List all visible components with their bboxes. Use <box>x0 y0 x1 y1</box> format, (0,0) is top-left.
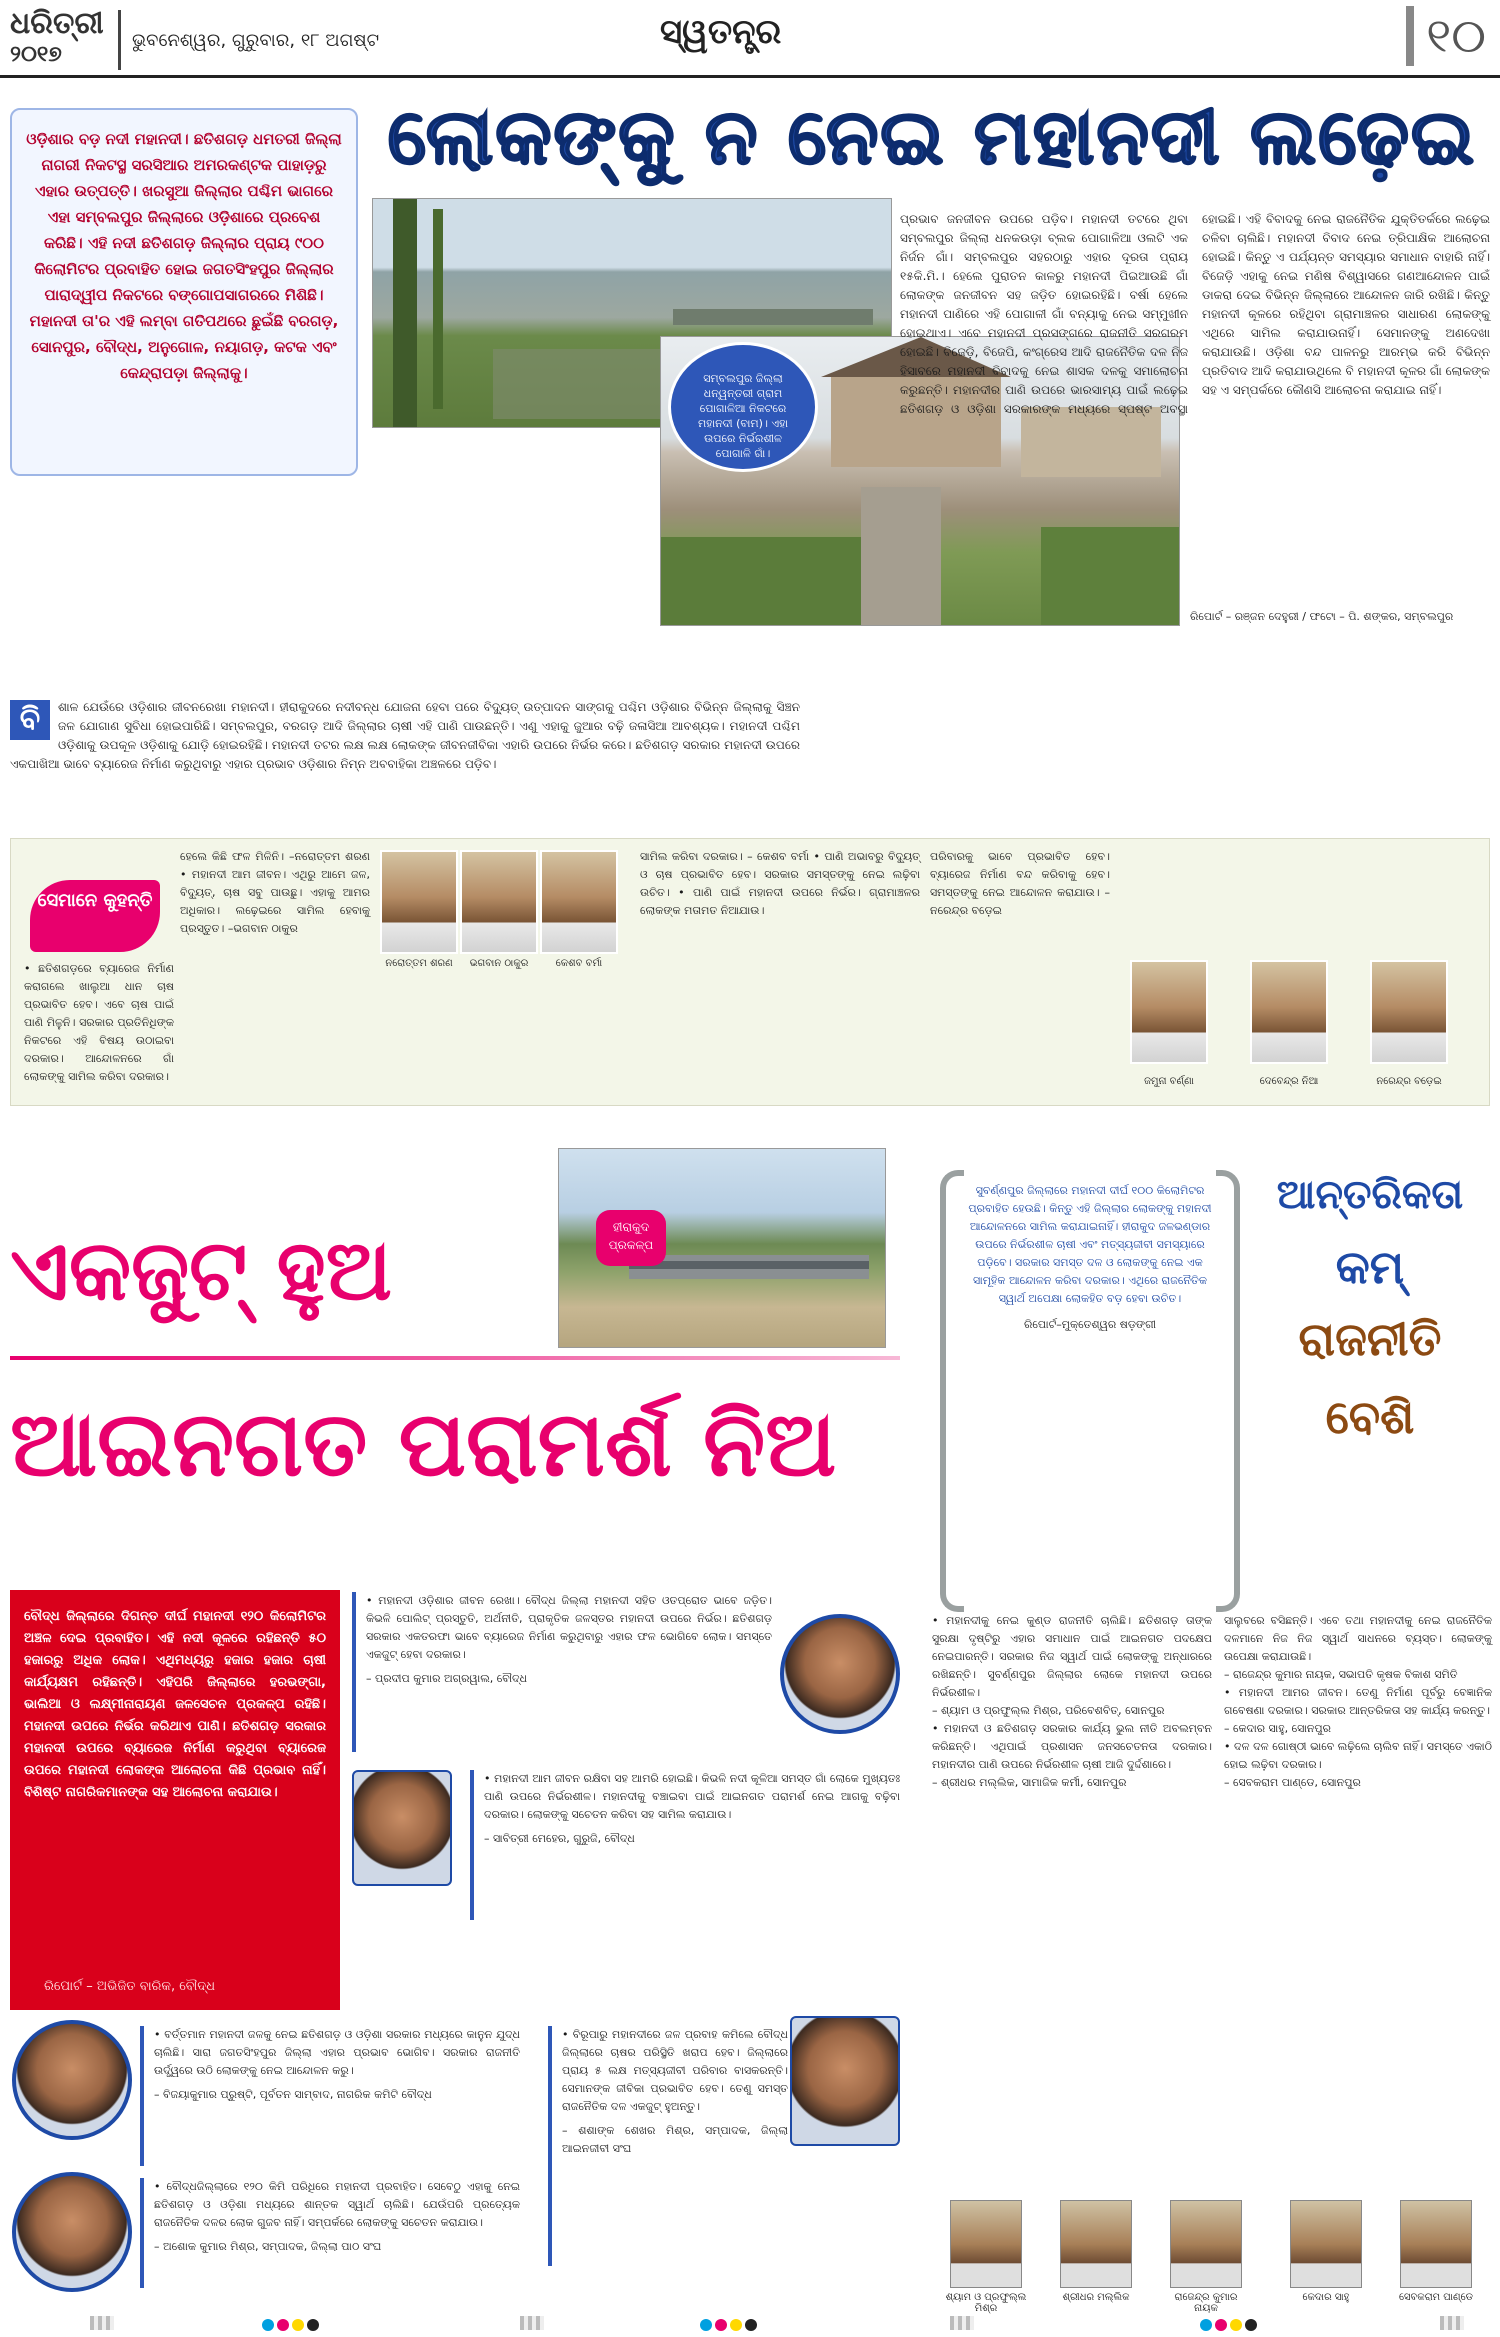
third-headline-line2: କମ୍ <box>1335 1240 1405 1294</box>
magenta-dot <box>277 2319 289 2331</box>
they-say-col1: • ଛତିଶଗଡ଼ରେ ବ୍ୟାରେଜ ନିର୍ମାଣ କରାଗଲେ ଖାଲୁଆ ଧାନ ଚାଷ ପ୍ରଭାବିତ ହେବ। ଏବେ ଚାଷ ପାଇଁ ପାଣି ମିଳୁନି। ସରକାର ପ୍ରତିନିଧିଙ୍କ ନିକଟରେ ଏହି ବିଷୟ ଉଠାଇବା ଦରକାର। ଆନ୍ଦୋଳନରେ ଗାଁ ଲୋକଙ୍କୁ ସାମିଲ କରିବା ଦରକାର। <box>24 962 174 1083</box>
lead-byline: ରିପୋର୍ଟ – ରଞ୍ଜନ ଦେହୁରୀ / ଫଟୋ – ପି. ଶଙ୍କର, ସମ୍ବଲପୁର <box>1190 610 1454 623</box>
quote-block <box>140 2178 520 2288</box>
registration-bar <box>90 2316 114 2330</box>
color-registration-dots <box>700 2316 760 2330</box>
third-headline-line4: ବେଶି <box>1325 1390 1415 1444</box>
cyan-dot <box>262 2319 274 2331</box>
person-name: ସେବକରାମ ପାଣ୍ଡେ <box>1398 2292 1474 2303</box>
second-headline-line2: ଆଇନଗତ ପରାମର୍ଶ ନିଅ <box>10 1392 837 1497</box>
right-story-col1: • ମହାନଦୀକୁ ନେଇ କୁଣ୍ଡ ରାଜନୀତି ଚାଲିଛି। ଛତିଶଗଡ଼ ତାଙ୍କ ସୁରକ୍ଷା ଦୃଷ୍ଟିରୁ ଏହାର ସମାଧାନ ପାଇଁ ଆଇନଗତ ପଦକ୍ଷେପ ନେଇପାରନ୍ତି। ସରକାର ନିଜ ସ୍ୱାର୍ଥ ପାଇଁ ଲୋକଙ୍କୁ ଅନ୍ଧାରରେ ରଖିଛନ୍ତି। ସୁବର୍ଣ୍ଣପୁର ଜିଲ୍ଲାର ଲୋକେ ମହାନଦୀ ଉପରେ ନିର୍ଭରଶୀଳ। – ଶ୍ୟାମ ଓ ପ୍ରଫୁଲ୍ଲ ମିଶ୍ର, ପରିବେଶବିତ୍, ସୋନପୁର • ମହାନଦୀ ଓ ଛତିଶଗଡ଼ ସରକାର କାର୍ଯ୍ୟ ଭୁଲ ନୀତି ଅବଲମ୍ବନ କରିଛନ୍ତି। ଏଥିପାଇଁ ପ୍ରଶାସନ ଜନସଚେତନତା ଦରକାର। ମହାନଦୀର ପାଣି ଉପରେ ନିର୍ଭରଶୀଳ ଚାଷୀ ଆଜି ଦୁର୍ଦ୍ଦଶାରେ। – ଶ୍ରୀଧର ମଲ୍ଲିକ, ସାମାଜିକ କର୍ମୀ, ସୋନପୁର <box>932 1614 1212 1789</box>
quote-text: • ବିରୂପାରୁ ମହାନଦୀରେ ଜଳ ପ୍ରବାହ କମିଲେ ବୌଦ୍ଧ ଜିଲ୍ଲାରେ ଚାଷର ପରିସ୍ଥିତି ଖରାପ ହେବ। ଜିଲ୍ଲାରେ ପ୍ରାୟ ୫ ଲକ୍ଷ ମତ୍ସ୍ୟଜୀବୀ ପରିବାର ବାସକରନ୍ତି। ସେମାନଙ୍କ ଜୀବିକା ପ୍ରଭାବିତ ହେବ। ତେଣୁ ସମସ୍ତ ରାଜନୈତିକ ଦଳ ଏକଜୁଟ୍ ହୁଅନ୍ତୁ। <box>562 2028 788 2113</box>
lead-bottom-text: ଶାଳ ଯେଉଁରେ ଓଡ଼ିଶାର ଜୀବନରେଖା ମହାନଦୀ। ହୀରାକୁଦରେ ନଦୀବନ୍ଧ ଯୋଜନା ହେବା ପରେ ବିଦ୍ୟୁତ୍ ଉତ୍ପାଦନ ସାଙ୍ଗକୁ ପଶ୍ଚିମ ଓଡ଼ିଶାର ବିଭିନ୍ନ ଜିଲ୍ଲାକୁ ସିଞ୍ଚନ ଜଳ ଯୋଗାଣ ସୁବିଧା ହୋଇପାରିଛି। ସମ୍ବଲପୁର, ବରଗଡ଼ ଆଦି ଜିଲ୍ଲାର ଚାଷୀ ଏହି ପାଣି ପାଉଛନ୍ତି। ଏଣୁ ଏହାକୁ ଜୁଆର ବଢ଼ି ଜଳାସିଆ ଆବଶ୍ୟକ। ମହାନଦୀ ପଶ୍ଚିମ ଓଡ଼ିଶାକୁ ଉପକୂଳ ଓଡ଼ିଶାକୁ ଯୋଡ଼ି ହୋଇରହିଛି। ମହାନଦୀ ତଟର ଲକ୍ଷ ଲକ୍ଷ ଲୋକଙ୍କ ଜୀବନଜୀବିକା ଏହାରି ଉପରେ ନିର୍ଭର କରେ। ଛତିଶଗଡ଼ ସରକାର ମହାନଦୀ ଉପରେ ଏକପାଖିଆ ଭାବେ ବ୍ୟାରେଜ ନିର୍ମାଣ କରୁଥିବାରୁ ଏହାର ପ୍ରଭାବ ଓଡ଼ିଶାର ନିମ୍ନ ଅବବାହିକା ଅଞ୍ଚଳରେ ପଡ଼ିବ। <box>10 700 800 771</box>
intro-text: ଓଡ଼ିଶାର ବଡ଼ ନଦୀ ମହାନଦୀ। ଛତିଶଗଡ଼ ଧମତରୀ ଜିଲ୍ଲା ନାଗରୀ ନିକଟସ୍ଥ ସରସିଆର ଅମରକଣ୍ଟକ ପାହାଡ଼ରୁ ଏହାର ଉତ୍ପତ୍ତି। ଖରସୁଆ ଜିଲ୍ଲାର ପଶ୍ଚିମ ଭାଗରେ ଏହା ସମ୍ବଲପୁର ଜିଲ୍ଲାରେ ଓଡ଼ିଶାରେ ପ୍ରବେଶ କରିଛି। ଏହି ନଦୀ ଛତିଶଗଡ଼ ଜିଲ୍ଲାର ପ୍ରାୟ ୯୦୦ କିଲୋମିଟର ପ୍ରବାହିତ ହୋଇ ଜଗତସିଂହପୁର ଜିଲ୍ଲାର ପାରାଦ୍ୱୀପ ନିକଟରେ ବଙ୍ଗୋପସାଗରରେ ମିଶିଛି। ମହାନଦୀ ତା'ର ଏହି ଲମ୍ବା ଗତିପଥରେ ଛୁଇଁଛି ବରଗଡ଼, ସୋନପୁର, ବୌଦ୍ଧ, ଅନୁଗୋଳ, ନୟାଗଡ଼, କଟକ ଏବଂ କେନ୍ଦ୍ରାପଡ଼ା ଜିଲ୍ଲାକୁ। <box>26 130 342 382</box>
they-say-col3: ସାମିଲ କରିବା ଦରକାର। – କେଶବ ବର୍ମା • ପାଣି ଅଭାବରୁ ବିଦ୍ୟୁତ୍ ଓ ଚାଷ ପ୍ରଭାବିତ ହେବ। ସରକାର ସମସ୍ତଙ୍କୁ ନେଇ ଲଢ଼ିବା ଉଚିତ। • ପାଣି ପାଇଁ ମହାନଦୀ ଉପରେ ନିର୍ଭର। ଗ୍ରାମାଞ୍ଚଳର ଲୋକଙ୍କ ମତାମତ ନିଆଯାଉ। <box>640 850 920 917</box>
person-name: ଶ୍ୟାମ ଓ ପ୍ରଫୁଲ୍ଲ ମିଶ୍ର <box>945 2292 1027 2314</box>
second-headline-line1: ଏକଜୁଟ୍ ହୁଅ <box>10 1221 392 1319</box>
magenta-dot <box>715 2319 727 2331</box>
cyan-dot <box>1200 2319 1212 2331</box>
red-box-text: ବୌଦ୍ଧ ଜିଲ୍ଲାରେ ଦିଗନ୍ତ ଦୀର୍ଘ ମହାନଦୀ ୧୨୦ କିଲୋମିଟର ଅଞ୍ଚଳ ଦେଇ ପ୍ରବାହିତ। ଏହି ନଦୀ କୂଳରେ ରହିଛନ୍ତି ୫୦ ହଜାରରୁ ଅଧିକ ଲୋକ। ଏଥିମଧ୍ୟରୁ ହଜାର ହଜାର ଚାଷୀ କାର୍ଯ୍ୟକ୍ଷମ ରହିଛନ୍ତି। ଏହିପରି ଜିଲ୍ଲାରେ ହରଭଙ୍ଗା, ଭାଲିଆ ଓ ଲକ୍ଷ୍ମୀନାରାୟଣ ଜଳସେଚନ ପ୍ରକଳ୍ପ ରହିଛି। ମହାନଦୀ ଉପରେ ନିର୍ଭର କରିଥାଏ ପାଣି। ଛତିଶଗଡ଼ ସରକାର ମହାନଦୀ ଉପରେ ବ୍ୟାରେଜ ନିର୍ମାଣ କରୁଥିବା ବ୍ୟାରେଜ ଉପରେ ମହାନଦୀ ଲୋକଙ୍କ ଆଲୋଚନା କିଛି ପ୍ରଭାବ ନାହିଁ। ବିଶିଷ୍ଟ ନାଗରିକମାନଙ୍କ ସହ ଆଲୋଚନା କରାଯାଉ। <box>24 1609 326 1800</box>
quote-byline: – ଅଶୋକ କୁମାର ମିଶ୍ର, ସମ୍ପାଦକ, ଜିଲ୍ଲା ପାଠ ସଂଘ <box>154 2240 382 2253</box>
portrait-photo <box>1170 2200 1242 2288</box>
bracket-note-byline: ରିପୋର୍ଟ–ମୁକ୍ତେଶ୍ୱର ଷଡ଼ଙ୍ଗୀ <box>1024 1318 1156 1331</box>
portrait-photo <box>950 2200 1022 2288</box>
date-line: ଭୁବନେଶ୍ୱର, ଗୁରୁବାର, ୧୮ ଅଗଷ୍ଟ <box>132 30 380 51</box>
portrait-photo <box>780 1614 900 1734</box>
quote-byline: – ପ୍ରଦୀପ କୁମାର ଅଗ୍ରୱାଲ, ବୌଦ୍ଧ <box>366 1672 528 1685</box>
person-name: ନରେନ୍ଦ୍ର ବଡ଼େଇ <box>1376 1076 1442 1087</box>
they-say-tag: ସେମାନେ କୁହନ୍ତି <box>30 880 160 952</box>
portrait-photo <box>1060 2200 1132 2288</box>
portrait-photo <box>1370 960 1448 1064</box>
lead-story-bottom <box>10 698 800 808</box>
section-title: ସ୍ୱତନ୍ତ୍ର <box>660 12 782 52</box>
person-name: କେଦାର ସାହୁ <box>1302 2292 1350 2303</box>
black-dot <box>1245 2319 1257 2331</box>
third-headline-line1: ଆନ୍ତରିକତା <box>1276 1172 1464 1218</box>
bracket-note <box>940 1170 1240 1600</box>
portrait-photo <box>460 850 538 954</box>
black-dot <box>307 2319 319 2331</box>
yellow-dot <box>730 2319 742 2331</box>
yellow-dot <box>292 2319 304 2331</box>
quote-byline: – ଶଶାଙ୍କ ଶେଖର ମିଶ୍ର, ସମ୍ପାଦକ, ଜିଲ୍ଲା ଆଇନଜୀବୀ ସଂଘ <box>562 2124 788 2155</box>
drop-cap: ବି <box>10 700 50 740</box>
yellow-dot <box>1230 2319 1242 2331</box>
person-name: ଦେବେନ୍ଦ୍ର ନିଆ <box>1259 1076 1319 1087</box>
dam-tag: ହୀରାକୁଦ ପ୍ରକଳ୍ପ <box>596 1210 666 1266</box>
person-name: ଜମୁନା ବର୍ଣ୍ଣା <box>1144 1076 1194 1087</box>
portrait-photo <box>352 1770 452 1886</box>
quote-byline: – ସାବିତ୍ରୀ ମେହେର, ଗୁରୁଜି, ବୌଦ୍ଧ <box>484 1832 635 1845</box>
they-say-col4: ପରିବାରକୁ ଭାବେ ପ୍ରଭାବିତ ହେବ। ବ୍ୟାରେଜ ନିର୍ମାଣ ବନ୍ଦ କରିବାକୁ ହେବ। ସମସ୍ତଙ୍କୁ ନେଇ ଆନ୍ଦୋଳନ କରାଯାଉ। – ନରେନ୍ଦ୍ର ବଡ଼େଇ <box>930 850 1110 917</box>
color-registration-dots <box>1200 2316 1260 2330</box>
header-divider <box>118 10 121 70</box>
registration-bar <box>1440 2316 1464 2330</box>
right-story-col2: ସାଲୁବରେ ବସିଛନ୍ତି। ଏବେ ତଥା ମହାନଦୀକୁ ନେଇ ରାଜନୈତିକ ଦଳମାନେ ନିଜ ନିଜ ସ୍ୱାର୍ଥ ସାଧନରେ ବ୍ୟସ୍ତ। ଲୋକଙ୍କୁ ଉପେକ୍ଷା କରାଯାଉଛି। – ରାଜେନ୍ଦ୍ର କୁମାର ନାୟକ, ସଭାପତି କୃଷକ ବିକାଶ ସମିତି • ମହାନଦୀ ଆମର ଜୀବନ। ତେଣୁ ନିର୍ମାଣ ପୂର୍ବରୁ ବେଜ୍ଞାନିକ ଗବେଷଣା ଦରକାର। ସରକାର ଆନ୍ତରିକତା ସହ କାର୍ଯ୍ୟ କରନ୍ତୁ। – କେଦାର ସାହୁ, ସୋନପୁର • ଦଳ ଦଳ ଗୋଷ୍ଠୀ ଭାବେ ଲଢ଼ିଲେ ଚାଲିବ ନାହିଁ। ସମସ୍ତେ ଏକାଠି ହୋଇ ଲଢ଼ିବା ଦରକାର। – ସେବକରାମ ପାଣ୍ଡେ, ସୋନପୁର <box>1224 1614 1492 1789</box>
portrait-photo <box>1130 960 1208 1064</box>
black-dot <box>745 2319 757 2331</box>
person-name: କେଶବ ବର୍ମା <box>555 958 603 969</box>
color-registration-dots <box>262 2316 322 2330</box>
quote-byline: – ବିଜୟାକୁମାର ପ୍ରୁଷ୍ଟି, ପୂର୍ବତନ ସାମ୍ବାଦ, ନାଗରିକ କମିଟି ବୌଦ୍ଧ <box>154 2088 432 2101</box>
person-name: ଭଗବାନ ଠାକୁର <box>469 958 529 969</box>
portrait-photo <box>790 2016 900 2146</box>
quote-block <box>140 2026 520 2166</box>
registration-bar <box>520 2316 544 2330</box>
photo-caption: ସମ୍ବଲପୁର ଜିଲ୍ଲା ଧନ୍ୱନ୍ତରୀ ଗ୍ରାମ ପୋଗାଳିଆ ନିକଟରେ ମହାନଦୀ (ବାମ)। ଏହା ଉପରେ ନିର୍ଭରଶୀଳ ପୋଗାଳି ଗାଁ। <box>668 342 818 472</box>
third-headline-line3: ରାଜନୀତି <box>1298 1312 1442 1366</box>
quote-block <box>470 1770 900 1920</box>
page-number: ୧୦ <box>1406 6 1486 66</box>
main-headline: ଲୋକଙ୍କୁ ନ ନେଇ ମହାନଦୀ ଲଢ଼େଇ <box>387 92 1477 181</box>
bracket-note-text: ସୁବର୍ଣ୍ଣପୁର ଜିଲ୍ଲାରେ ମହାନଦୀ ଦୀର୍ଘ ୧୦୦ କିଲୋମିଟର ପ୍ରବାହିତ ହେଉଛି। କିନ୍ତୁ ଏହି ଜିଲ୍ଲାର ଲୋକଙ୍କୁ ମହାନଦୀ ଆନ୍ଦୋଳନରେ ସାମିଲ କରାଯାଇନାହିଁ। ହୀରାକୁଦ ଜଳଭଣ୍ଡାର ଉପରେ ନିର୍ଭରଶୀଳ ଚାଷୀ ଏବଂ ମତ୍ସ୍ୟଜୀବୀ ସମସ୍ୟାରେ ପଡ଼ିବେ। ସରକାର ସମସ୍ତ ଦଳ ଓ ଲୋକଙ୍କୁ ନେଇ ଏକ ସାମୂହିକ ଆନ୍ଦୋଳନ କରିବା ଦରକାର। ଏଥିରେ ରାଜନୈତିକ ସ୍ୱାର୍ଥ ଅପେକ୍ଷା ଲୋକହିତ ବଡ଼ ହେବା ଉଚିତ। <box>968 1184 1212 1305</box>
red-summary-box <box>10 1590 340 2010</box>
portrait-photo <box>380 850 458 954</box>
person-name: ଶ୍ରୀଧର ମଲ୍ଲିକ <box>1062 2292 1130 2303</box>
portrait-photo <box>12 2172 132 2292</box>
quote-block <box>352 1592 772 1752</box>
portrait-photo <box>1400 2200 1472 2288</box>
they-say-col2: ହେଲେ କିଛି ଫଳ ମିଳିନି। –ନରୋତ୍ତମ ଶରଣ • ମହାନଦୀ ଆମ ଜୀବନ। ଏଥିରୁ ଆମେ ଜଳ, ବିଦ୍ୟୁତ୍, ଚାଷ ସବୁ ପାଉଛୁ। ଏହାକୁ ଆମର ଅଧିକାର। ଲଢ଼େଇରେ ସାମିଲ ହେବାକୁ ପ୍ରସ୍ତୁତ। –ଭଗବାନ ଠାକୁର <box>180 850 370 935</box>
red-box-byline: ରିପୋର୍ଟ – ଅଭିଜିତ ବାରିକ, ବୌଦ୍ଧ <box>44 1979 215 1994</box>
quote-text: • ବର୍ତ୍ତମାନ ମହାନଦୀ ଜଳକୁ ନେଇ ଛତିଶଗଡ଼ ଓ ଓଡ଼ିଶା ସରକାର ମଧ୍ୟରେ କାନୁନ ଯୁଦ୍ଧ ଚାଲିଛି। ସାରା ଜଗତସିଂହପୁର ଜିଲ୍ଲା ଏହାର ପ୍ରଭାବ ଭୋଗିବ। ସରକାର ରାଜନୀତି ଉର୍ଦ୍ଧ୍ୱରେ ଉଠି ଲୋକଙ୍କୁ ନେଇ ଆନ୍ଦୋଳନ କରୁ। <box>154 2028 520 2077</box>
pink-divider <box>10 1356 900 1360</box>
newspaper-logo: ଧରିତ୍ରୀ <box>10 6 104 41</box>
quote-text: • ମହାନଦୀ ଆମ ଜୀବନ ରକ୍ଷିବା ସହ ଆମରି ହୋଇଛି। କିଭଳି ନଦୀ କୂଳିଆ ସମସ୍ତ ଗାଁ ଲୋକେ ମୁଖ୍ୟତଃ ପାଣି ଉପରେ ନିର୍ଭରଶୀଳ। ମହାନଦୀକୁ ବଞ୍ଚାଇବା ପାଇଁ ଆଇନଗତ ପରାମର୍ଶ ନେଇ ଆଗକୁ ବଢ଼ିବା ଦରକାର। ଲୋକଙ୍କୁ ସଚେତନ କରିବା ସହ ସାମିଲ କରାଯାଉ। <box>484 1772 900 1821</box>
person-name: ରାଜେନ୍ଦ୍ର କୁମାର ନାୟକ <box>1174 2292 1238 2314</box>
registration-bar <box>950 2316 974 2330</box>
quote-block <box>548 2026 788 2266</box>
portrait-photo <box>1290 2200 1362 2288</box>
intro-box <box>10 108 358 476</box>
page-header <box>0 0 1500 78</box>
portrait-photo <box>540 850 618 954</box>
person-name: ନରୋତ୍ତମ ଶରଣ <box>385 958 453 969</box>
lead-story: ପ୍ରଭାବ ଜନଜୀବନ ଉପରେ ପଡ଼ିବ। ମହାନଦୀ ତଟରେ ଥିବା ସମ୍ବଲପୁର ଜିଲ୍ଲା ଧନକଉଡ଼ା ବ୍ଲକ ପୋଗାଳିଆ ଓଲଟି ଏକ ନିର୍ଜନ ଗାଁ। ସମ୍ବଲପୁର ସହରଠାରୁ ଏହାର ଦୂରତା ପ୍ରାୟ ୧୫କି.ମି.। ହେଲେ ପୁରାତନ କାଳରୁ ମହାନଦୀ ପିଇଆଉଛି ଗାଁ ଲୋକଙ୍କ ଜନଜୀବନ ସହ ଜଡ଼ିତ ହୋଇରହିଛି। ବର୍ଷା ହେଲେ ମହାନଦୀ ପାଣିରେ ଏହି ପୋଗାଳୀ ଗାଁ ବନ୍ୟାକୁ ନେଇ ସମ୍ମୁଖୀନ ହୋଇଥାଏ। ଏବେ ମହାନଦୀ ପ୍ରସଙ୍ଗରେ ରାଜନୀତି ସରଗରମ ହୋଇଛି। ବିଜେଡ଼ି, ବିଜେପି, କଂଗ୍ରେସ ଆଦି ରାଜନୈତିକ ଦଳ ନିଜ ହିସାବରେ ମହାନଦୀ ବିବାଦକୁ ନେଇ ଶାସକ ଦଳକୁ ସମାଲୋଚନା କରୁଛନ୍ତି। ମହାନଦୀର ପାଣି ଉପରେ ଭାରସାମ୍ୟ ପାଇଁ ଲଢ଼େଇ ଛତିଶଗଡ଼ ଓ ଓଡ଼ିଶା ସରକାରଙ୍କ ମଧ୍ୟରେ ସ୍ପଷ୍ଟ ଅବସ୍ଥା ହୋଇଛି। ଏହି ବିବାଦକୁ ନେଇ ରାଜନୈତିକ ଯୁକ୍ତିତର୍କରେ ଲଢ଼େଇ ଚଳିବା ଚାଲିଛି। ମହାନଦୀ ବିବାଦ ନେଇ ତ୍ରିପାକ୍ଷିକ ଆଲୋଚନା ହୋଇଛି। କିନ୍ତୁ ଏ ପର୍ଯ୍ୟନ୍ତ ସମସ୍ୟାର ସମାଧାନ ବାହାରି ନାହିଁ। ବିଜେଡ଼ି ଏହାକୁ ନେଇ ମଣିଷ ବିଶ୍ୱାସରେ ଗଣଆନ୍ଦୋଳନ ପାଇଁ ଡାକରା ଦେଇ ବିଭିନ୍ନ ଜିଲ୍ଲାରେ ଆନ୍ଦୋଳନ ଜାରି ରଖିଛି। କିନ୍ତୁ ମହାନଦୀ କୂଳରେ ରହିଥିବା ଗ୍ରାମାଞ୍ଚଳର ସାଧାରଣ ଲୋକଙ୍କୁ ଏଥିରେ ସାମିଲ କରାଯାଉନାହିଁ। ସେମାନଙ୍କୁ ଅଣଦେଖା କରାଯାଉଛି। ଓଡ଼ିଶା ବନ୍ଦ ପାଳନରୁ ଆରମ୍ଭ କରି ବିଭିନ୍ନ ପ୍ରତିବାଦ ଆଦି କରାଯାଉଥିଲେ ବି ମହାନଦୀ କୂଳର ଗାଁ ଲୋକଙ୍କ ସହ ଏ ସମ୍ପର୍କରେ କୌଣସି ଆଲୋଚନା କରାଯାଇ ନାହିଁ। <box>900 212 1490 416</box>
cyan-dot <box>700 2319 712 2331</box>
portrait-photo <box>1250 960 1328 1064</box>
quote-text: • ମହାନଦୀ ଓଡ଼ିଶାର ଜୀବନ ରେଖା। ବୌଦ୍ଧ ଜିଲ୍ଲା ମହାନଦୀ ସହିତ ଓତପ୍ରୋତ ଭାବେ ଜଡ଼ିତ। କିଭଳି ପୋଲିଟ୍ ପ୍ରସ୍ତୁତି, ଅର୍ଥନୀତି, ପ୍ରାକୃତିକ ଜଳସ୍ତର ମହାନଦୀ ଉପରେ ନିର୍ଭର। ଛତିଶଗଡ଼ ସରକାର ଏକତରଫା ଭାବେ ବ୍ୟାରେଜ ନିର୍ମାଣ କରୁଥିବାରୁ ଏହାର ଫଳ ଭୋଗିବେ ଲୋକ। ସମସ୍ତେ ଏକଜୁଟ୍ ହେବା ଦରକାର। <box>366 1594 772 1661</box>
magenta-dot <box>1215 2319 1227 2331</box>
quote-text: • ବୌଦ୍ଧଜିଲ୍ଲାରେ ୧୨୦ କିମି ପରିଧିରେ ମହାନଦୀ ପ୍ରବାହିତ। ସେବେଠୁ ଏହାକୁ ନେଇ ଛତିଶଗଡ଼ ଓ ଓଡ଼ିଶା ମଧ୍ୟରେ ଶାନ୍ତକ ସ୍ୱାର୍ଥ ଚାଲିଛି। ଯେଉଁପରି ପ୍ରତ୍ୟେକ ରାଜନୈତିକ ଦଳର ଲୋକ ଗୁଜବ ନାହିଁ। ସମ୍ପର୍କରେ ଲୋକଙ୍କୁ ସଚେତନ କରାଯାଉ। <box>154 2180 520 2229</box>
portrait-photo <box>12 2020 132 2140</box>
year-label: ୨୦୧୭ <box>10 42 62 67</box>
